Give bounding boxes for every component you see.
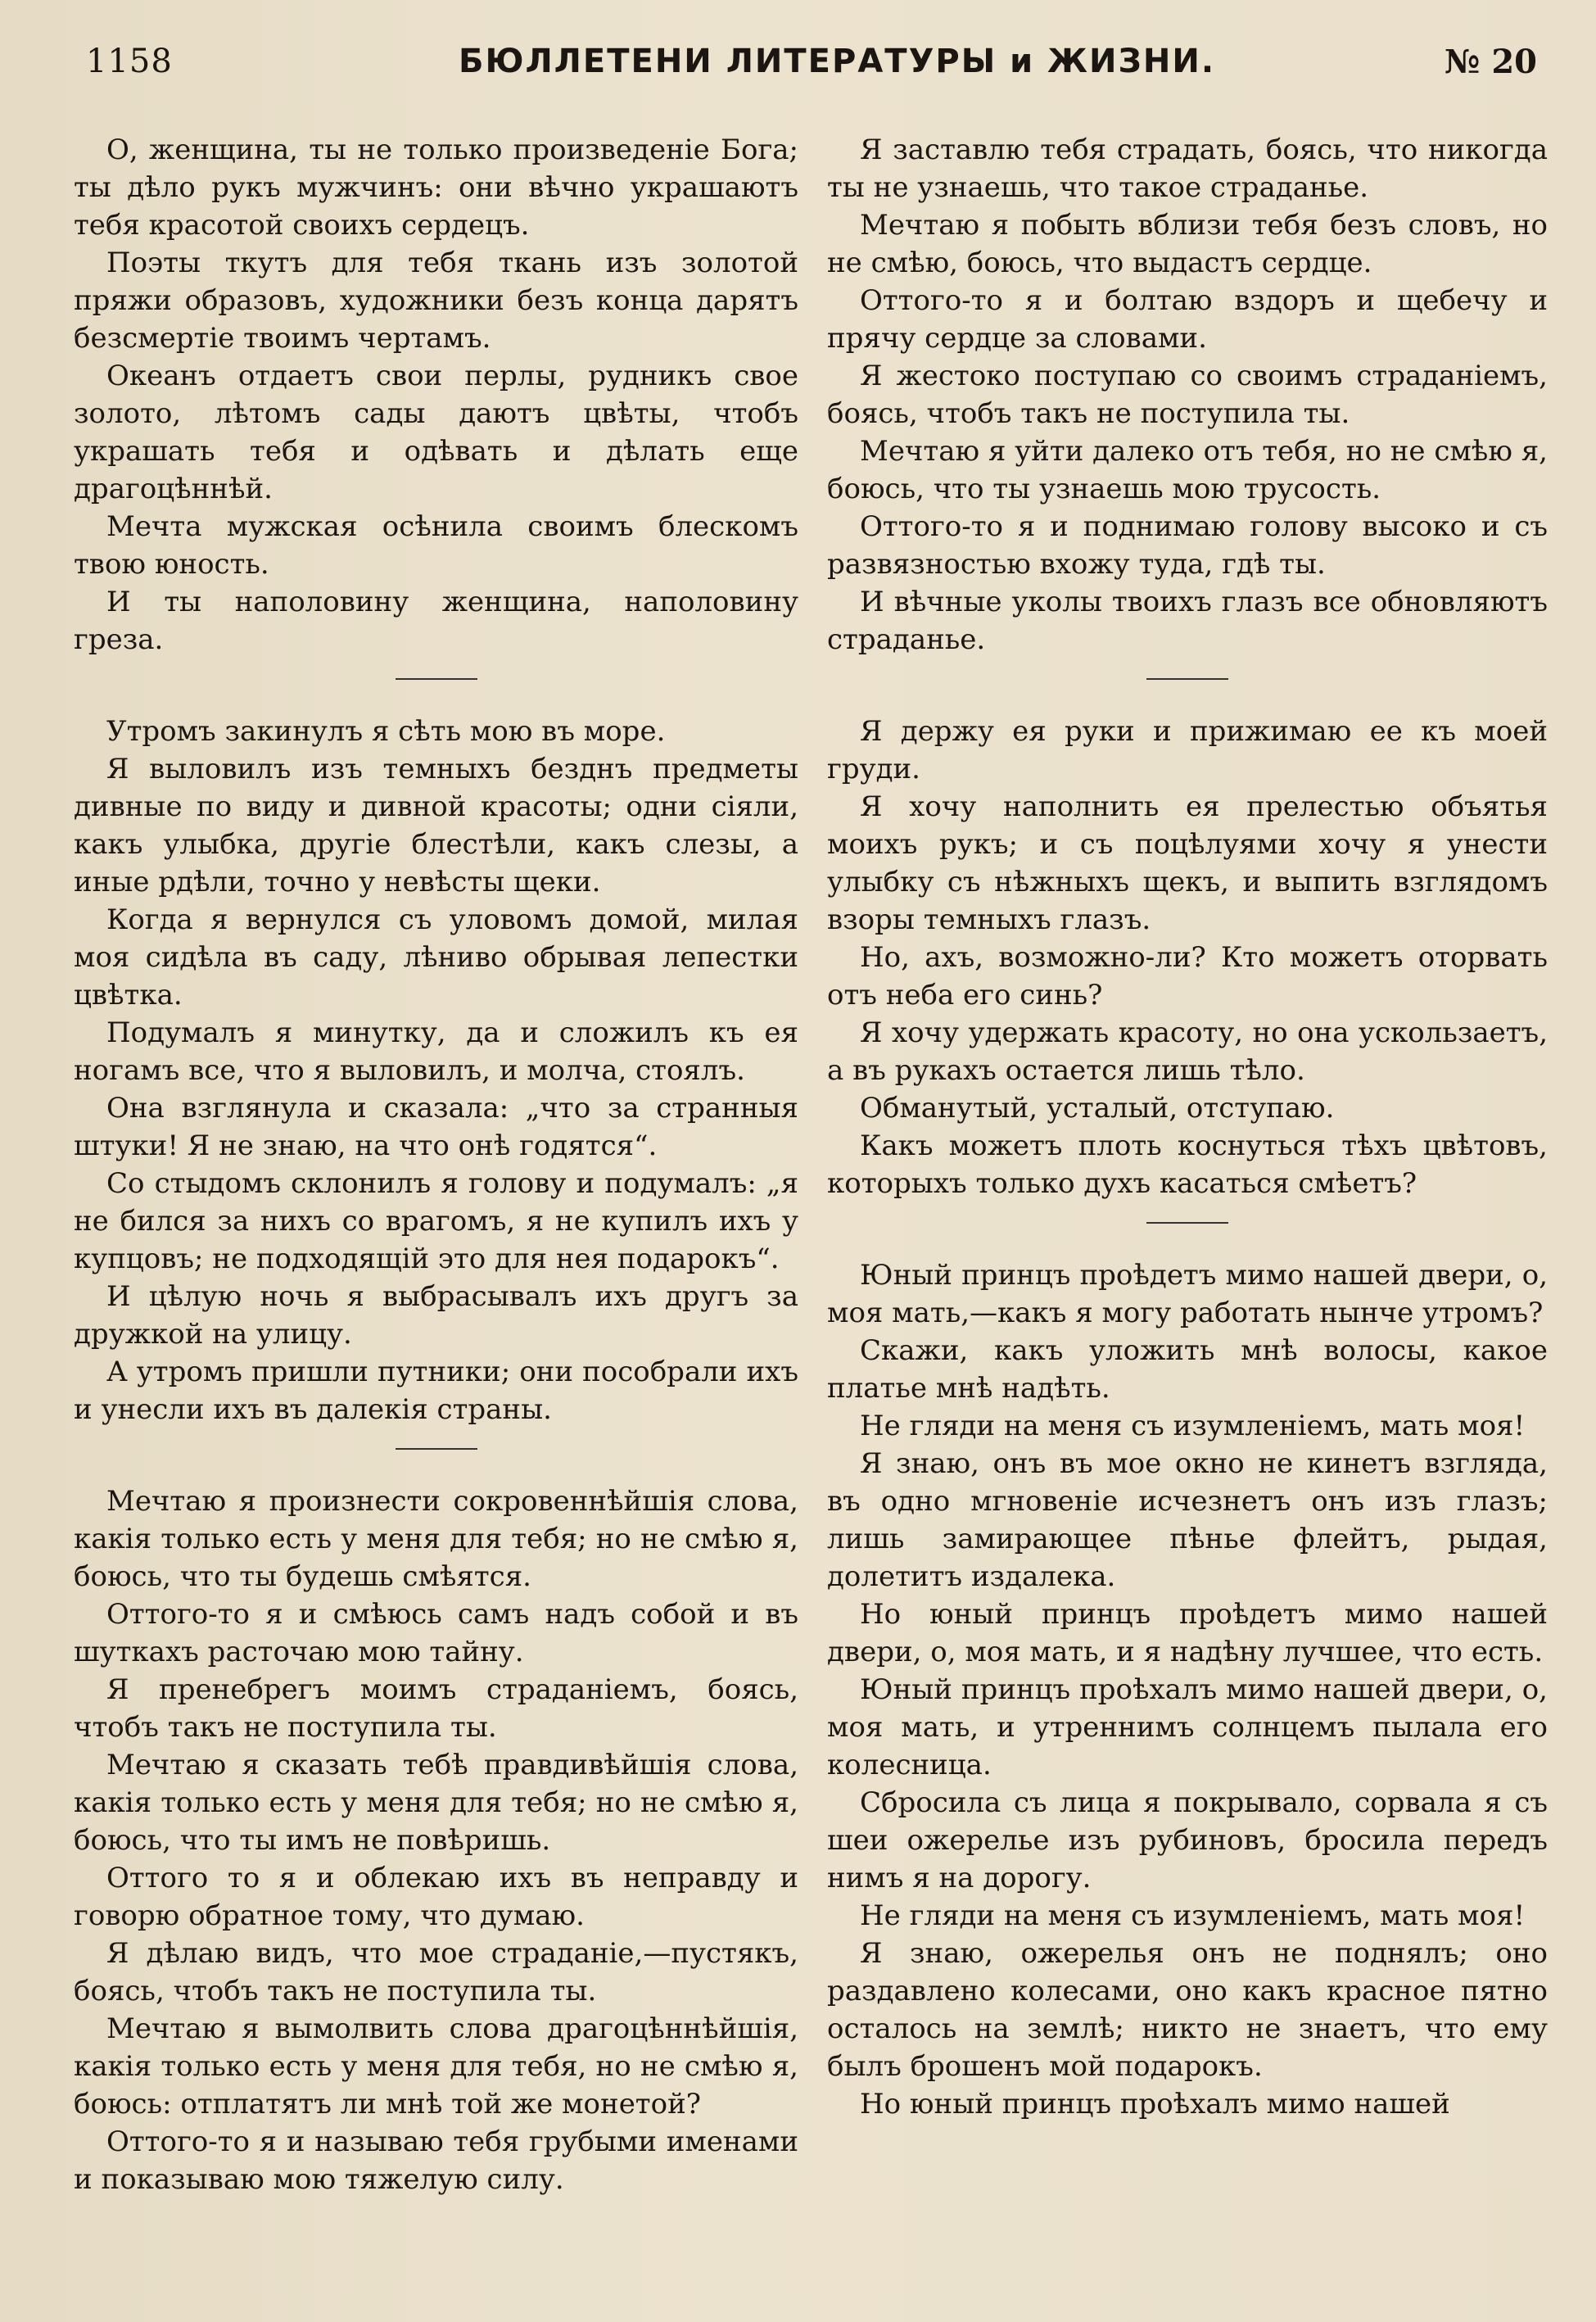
paragraph: А утромъ пришли путники; они пособрали ихъ и унесли ихъ въ далекія страны. xyxy=(74,1356,798,1426)
paragraph: Но юный принцъ проѣдетъ мимо нашей двери, о, моя мать, и я надѣну лучшее, что есть. xyxy=(827,1598,1548,1668)
paragraph: Оттого-то я и смѣюсь самъ надъ собой и въ шуткахъ расточаю мою тайну. xyxy=(74,1598,798,1668)
page-number: 1158 xyxy=(86,43,173,80)
paragraph: Утромъ закинулъ я сѣть мою въ море. xyxy=(106,715,666,748)
paragraph: Я жестоко поступаю со своимъ страданіемъ, боясь, чтобъ такъ не поступила ты. xyxy=(827,360,1548,430)
section-divider xyxy=(396,678,477,680)
paragraph: Не гляди на меня съ изумленіемъ, мать моя! xyxy=(860,1410,1526,1442)
paragraph: Оттого-то я и поднимаю голову высоко и съ развязностью вхожу туда, гдѣ ты. xyxy=(827,510,1548,581)
paragraph: Мечта мужская осѣнила своимъ блескомъ твою юность. xyxy=(74,510,798,581)
paragraph: Я знаю, ожерелья онъ не поднялъ; оно раздавлено колесами, оно какъ красное пятно осталось на землѣ; никто не знаетъ, что ему былъ брошенъ мой подарокъ. xyxy=(827,1937,1548,2083)
left-column xyxy=(74,131,798,2198)
prose-section-3 xyxy=(827,1256,1548,2123)
running-title: БЮЛЛЕТЕНИ ЛИТЕРАТУРЫ и ЖИЗНИ. xyxy=(459,43,1216,80)
paragraph: Мечтаю я произнести сокровеннѣйшія слова, какія только есть у меня для тебя; но не смѣю я, боюсь, что ты будешь смѣятся. xyxy=(74,1485,798,1593)
paragraph: Но, ахъ, возможно-ли? Кто можетъ оторвать отъ неба его синь? xyxy=(827,941,1548,1012)
section-divider xyxy=(1146,678,1228,680)
prose-section-1 xyxy=(74,131,798,659)
prose-section-3 xyxy=(74,1482,798,2198)
paragraph: Мечтаю я побыть вблизи тебя безъ словъ, но не смѣю, боюсь, что выдастъ сердце. xyxy=(827,209,1548,279)
prose-section-2 xyxy=(827,713,1548,1202)
paragraph: Но юный принцъ проѣхалъ мимо нашей xyxy=(860,2088,1450,2121)
paragraph: Я хочу наполнить ея прелестью объятья моихъ рукъ; и съ поцѣлуями хочу я унести улыбку съ нѣжныхъ щекъ, и выпить взглядомъ взоры темныхъ глазъ. xyxy=(827,790,1548,936)
paragraph: Скажи, какъ уложить мнѣ волосы, какое платье мнѣ надѣть. xyxy=(827,1334,1548,1405)
section-divider xyxy=(1146,1222,1228,1224)
paragraph: О, женщина, ты не только произведеніе Бога; ты дѣло рукъ мужчинъ: они вѣчно украшаютъ тебя красотой своихъ сердецъ. xyxy=(74,134,798,242)
paragraph: Когда я вернулся съ уловомъ домой, милая моя сидѣла въ саду, лѣниво обрывая лепестки цвѣтка. xyxy=(74,903,798,1012)
paragraph: Мечтаю я уйти далеко отъ тебя, но не смѣю я, боюсь, что ты узнаешь мою трусость. xyxy=(827,435,1548,505)
page-header xyxy=(0,43,1596,92)
paragraph: Мечтаю я сказать тебѣ правдивѣйшія слова, какія только есть у меня для тебя; но не смѣю я, боюсь, что ты имъ не повѣришь. xyxy=(74,1749,798,1857)
paragraph: Я хочу удержать красоту, но она ускользаетъ, а въ рукахъ остается лишь тѣло. xyxy=(827,1016,1548,1087)
paragraph: Я держу ея руки и прижимаю ее къ моей груди. xyxy=(827,715,1548,785)
paragraph: Я пренебрегъ моимъ страданіемъ, боясь, чтобъ такъ не поступила ты. xyxy=(74,1673,798,1744)
section-divider xyxy=(396,1448,477,1450)
paragraph: И цѣлую ночь я выбрасывалъ ихъ другъ за дружкой на улицу. xyxy=(74,1280,798,1351)
paragraph: Какъ можетъ плоть коснуться тѣхъ цвѣтовъ, которыхъ только духъ касаться смѣетъ? xyxy=(827,1129,1548,1200)
paragraph: И вѣчные уколы твоихъ глазъ все обновляютъ страданье. xyxy=(827,586,1548,656)
prose-section-1-continued xyxy=(827,131,1548,659)
paragraph: Не гляди на меня съ изумленіемъ, мать моя! xyxy=(860,1899,1526,1932)
paragraph: Оттого то я и облекаю ихъ въ неправду и говорю обратное тому, что думаю. xyxy=(74,1862,798,1932)
right-column xyxy=(827,131,1548,2123)
paragraph: Юный принцъ проѣхалъ мимо нашей двери, о, моя мать, и утреннимъ солнцемъ пылала его колесница. xyxy=(827,1673,1548,1781)
paragraph: Подумалъ я минутку, да и сложилъ къ ея ногамъ все, что я выловилъ, и молча, стоялъ. xyxy=(74,1016,798,1087)
paragraph: Я дѣлаю видъ, что мое страданіе,—пустякъ, боясь, чтобъ такъ не поступила ты. xyxy=(74,1937,798,2007)
paragraph: Мечтаю я вымолвить слова драгоцѣннѣйшія, какія только есть у меня для тебя, но не смѣю я, боюсь: отплатятъ ли мнѣ той же монетой? xyxy=(74,2012,798,2121)
paragraph: Со стыдомъ склонилъ я голову и подумалъ: „я не бился за нихъ со врагомъ, я не купилъ ихъ у купцовъ; не подходящій это для нея подарокъ“. xyxy=(74,1167,798,1275)
paragraph: Я выловилъ изъ темныхъ безднъ предметы дивные по виду и дивной красоты; одни сіяли, какъ улыбка, другіе блестѣли, какъ слезы, а иные рдѣли, точно у невѣсты щеки. xyxy=(74,753,798,898)
paragraph: Оттого-то я и болтаю вздоръ и щебечу и прячу сердце за словами. xyxy=(827,284,1548,355)
paragraph: Океанъ отдаетъ свои перлы, рудникъ свое золото, лѣтомъ сады даютъ цвѣты, чтобъ украшать тебя и одѣвать и дѣлать еще драгоцѣннѣй. xyxy=(74,360,798,505)
paragraph: Сбросила съ лица я покрывало, сорвала я съ шеи ожерелье изъ рубиновъ, бросила передъ нимъ я на дорогу. xyxy=(827,1786,1548,1894)
paragraph: Обманутый, усталый, отступаю. xyxy=(860,1092,1335,1125)
paragraph: И ты наполовину женщина, наполовину греза. xyxy=(74,586,798,656)
prose-section-2 xyxy=(74,713,798,1428)
paragraph: Юный принцъ проѣдетъ мимо нашей двери, о, моя мать,—какъ я могу работать нынче утромъ? xyxy=(827,1259,1548,1329)
issue-number: № 20 xyxy=(1444,43,1537,81)
paragraph: Она взглянула и сказала: „что за странныя штуки! Я не знаю, на что онѣ годятся“. xyxy=(74,1092,798,1162)
paragraph: Я знаю, онъ въ мое окно не кинетъ взгляда, въ одно мгновеніе исчезнетъ онъ изъ глазъ; лишь замирающее пѣнье флейтъ, рыдая, долетитъ издалека. xyxy=(827,1447,1548,1593)
paragraph: Я заставлю тебя страдать, боясь, что никогда ты не узнаешь, что такое страданье. xyxy=(827,134,1548,204)
paragraph: Оттого-то я и называю тебя грубыми именами и показываю мою тяжелую силу. xyxy=(74,2125,798,2196)
paragraph: Поэты ткутъ для тебя ткань изъ золотой пряжи образовъ, художники безъ конца дарятъ безсмертіе твоимъ чертамъ. xyxy=(74,247,798,355)
